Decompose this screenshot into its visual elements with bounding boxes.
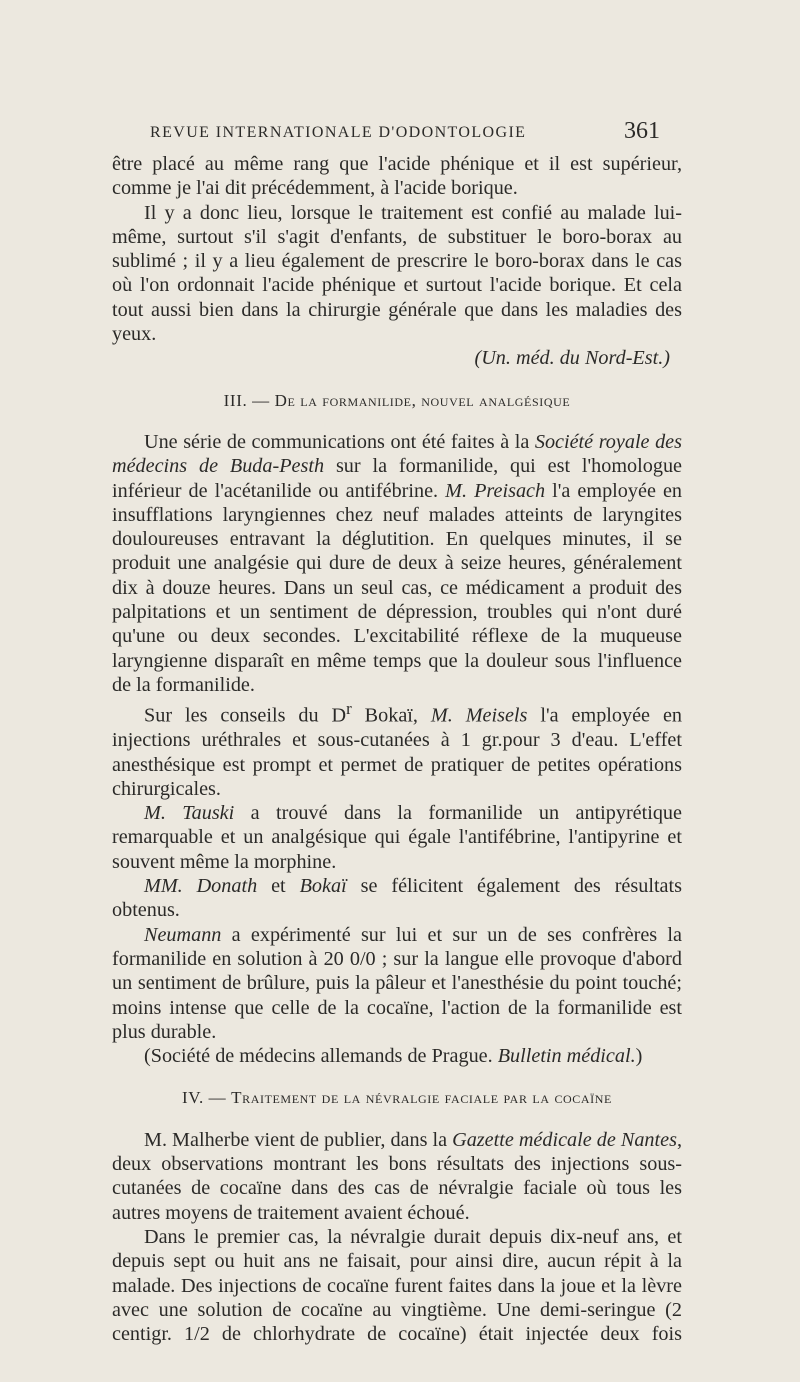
source-citation: (Un. méd. du Nord-Est.)	[474, 347, 670, 370]
paragraph: M. Tauski a trouvé dans la formanilide un antipyrétique remarquable et un analgésique qui égale l'antifébrine, l'antipyrine et souvent même la morphine.	[112, 802, 682, 873]
paragraph: Il y a donc lieu, lorsque le traitement est confié au malade lui-même, surtout s'il s'agit d'enfants, de substituer le boro-borax au sublimé ; il y a lieu également de prescrire le boro-borax dans le cas où l'on ordonnait l'acide phénique et surtout l'acide borique. Et cela tout aussi bien dans la chirurgie générale que dans les maladies des yeux.	[112, 201, 682, 346]
paragraph: M. Malherbe vient de publier, dans la Gazette médicale de Nantes, deux observations montrant les bons résultats des injections sous-cutanées de cocaïne dans des cas de névralgie faciale où tous les autres moyens de traitement avaient échoué.	[112, 1128, 682, 1224]
paragraph: Une série de communications ont été faites à la Société royale des médecins de Buda-Pesth sur la formanilide, qui est l'homologue inférieur de l'acétanilide ou antifébrine. M. Preisach l'a employée en insufflations laryngiennes chez neuf malades atteints de laryngites douloureuses entravant la déglutition. En quelques minutes, il se produit une analgésie qui dure de deux à seize heures, généralement dix à douze heures. Dans un seul cas, ce médicament a produit des palpitations et un sentiment de dépression, troubles qui n'ont duré qu'une ou deux secondes. L'excitabilité réflexe de la muqueuse laryngienne disparaît en même temps que la douleur sous l'influence de la formanilide.	[112, 430, 683, 696]
paragraph: Dans le premier cas, la névralgie durait depuis dix-neuf ans, et depuis sept ou huit ans ne faisait, pour ainsi dire, aucun répit à la malade. Des injections de cocaïne furent faites dans la joue et la lèvre avec une solution de cocaïne au vingtième. Une demi-seringue (2 centigr. 1/2 de chlorhydrate de cocaïne) était injectée deux fois	[112, 1225, 682, 1346]
paragraph: Sur les conseils du $D^r$ Bokaï, M. Meisels l'a employée en injections uréthrales et sous-cutanées à 1 gr.pour 3 d'eau. L'effet anesthésique est prompt et permet de pratiquer de petites opérations chirurgicales.	[112, 699, 683, 800]
section-heading: III. — De la formanilide, nouvel analgésique	[223, 390, 571, 410]
page-number: 361	[624, 118, 660, 144]
section-heading: IV. — Traitement de la névralgie faciale par la cocaïne	[182, 1088, 612, 1108]
paragraph: Neumann a expérimenté sur lui et sur un de ses confrères la formanilide en solution à 20 0/0 ; sur la langue elle provoque d'abord un sentiment de brûlure, puis la pâleur et l'anesthésie du point touché; moins intense que celle de la cocaïne, l'action de la formanilide est plus durable.	[112, 923, 682, 1043]
paragraph: être placé au même rang que l'acide phénique et il est supérieur, comme je l'ai dit précédemment, à l'acide borique.	[112, 153, 682, 200]
source-citation: (Société de médecins allemands de Prague. Bulletin médical.)	[144, 1045, 643, 1068]
journal-title: REVUE INTERNATIONALE D'ODONTOLOGIE	[150, 124, 527, 141]
running-header	[150, 120, 660, 150]
article-body	[112, 152, 682, 1346]
paragraph: MM. Donath et Bokaï se félicitent également des résultats obtenus.	[112, 875, 682, 922]
